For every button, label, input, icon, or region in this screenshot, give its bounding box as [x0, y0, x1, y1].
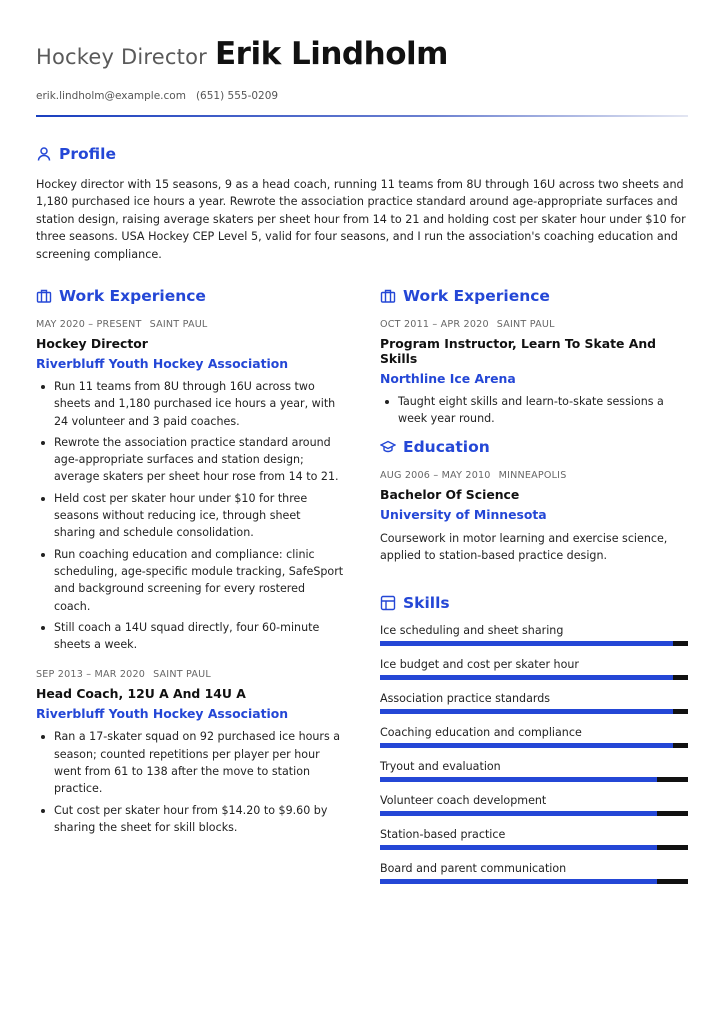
profile-section — [36, 145, 688, 263]
education-location: MINNEAPOLIS — [498, 469, 567, 481]
skill-level-fill — [380, 709, 673, 714]
work-experience-heading-text: Work Experience — [403, 287, 550, 305]
skill-level-fill — [380, 743, 673, 748]
job-organization: Northline Ice Arena — [380, 371, 516, 386]
education-description: Coursework in motor learning and exercise science, applied to station-based practice design. — [380, 531, 668, 562]
job-bullets — [380, 393, 688, 428]
skills-heading-text: Skills — [403, 594, 450, 613]
briefcase-icon — [380, 288, 396, 304]
skill-level-fill — [380, 845, 657, 850]
graduation-cap-icon — [380, 439, 396, 455]
skill-name: Ice scheduling and sheet sharing — [380, 624, 564, 638]
job-bullet: Run 11 teams from 8U through 16U across two sheets and 1,180 purchased ice hours a year, with 24 volunteer and 3 paid coaches. — [36, 378, 344, 430]
work-experience-heading — [380, 287, 688, 305]
job-entry — [36, 319, 344, 653]
job-title: Hockey Director — [36, 336, 148, 351]
education-meta — [380, 470, 688, 481]
skill-item — [380, 658, 688, 680]
skill-name: Board and parent communication — [380, 862, 567, 876]
education-entry — [380, 470, 688, 565]
skill-level-fill — [380, 675, 673, 680]
skill-level-fill — [380, 879, 657, 884]
job-bullets — [36, 728, 344, 836]
job-location: SAINT PAUL — [496, 319, 555, 330]
skill-name: Association practice standards — [380, 692, 551, 706]
skill-item — [380, 726, 688, 748]
skill-name: Volunteer coach development — [380, 794, 547, 808]
full-name: Erik Lindholm — [214, 36, 448, 72]
briefcase-icon — [36, 288, 52, 304]
skill-name: Station-based practice — [380, 828, 506, 842]
skill-item — [380, 692, 688, 714]
job-bullet: Rewrote the association practice standard around age-appropriate surfaces and station design; average skaters per sheet hour rose from 14 to 21. — [36, 434, 344, 486]
phone-text: (651) 555-0209 — [195, 90, 279, 102]
job-organization: Riverbluff Youth Hockey Association — [36, 706, 289, 722]
degree-title: Bachelor Of Science — [380, 486, 520, 502]
skill-level-bar — [380, 845, 688, 850]
skill-level-bar — [380, 879, 688, 884]
person-icon — [36, 146, 52, 162]
job-bullet: Run coaching education and compliance: clinic scheduling, age-specific module tracking, SafeSport and background screening for every rostered coach. — [36, 546, 344, 615]
skill-item — [380, 760, 688, 782]
resume-header — [36, 36, 688, 102]
skill-level-fill — [380, 777, 657, 782]
skill-level-bar — [380, 675, 688, 680]
email-text: erik.lindholm@example.com — [36, 90, 186, 102]
skill-name: Ice budget and cost per skater hour — [380, 658, 579, 672]
header-divider — [36, 115, 688, 117]
job-bullet: Taught eight skills and learn-to-skate sessions a week year round. — [380, 393, 688, 428]
skill-item — [380, 862, 688, 884]
skill-level-bar — [380, 709, 688, 714]
job-meta — [36, 669, 344, 680]
job-entry — [36, 669, 344, 836]
skill-level-fill — [380, 641, 673, 646]
skill-level-fill — [380, 811, 657, 816]
job-dates: OCT 2011 – APR 2020 — [380, 319, 489, 330]
job-bullets — [36, 378, 344, 653]
education-heading-text: Education — [403, 437, 490, 456]
job-dates: SEP 2013 – MAR 2020 — [36, 669, 146, 681]
skill-item — [380, 624, 688, 646]
job-title: Program Instructor, Learn To Skate And Skills — [380, 336, 657, 366]
skill-level-bar — [380, 641, 688, 646]
job-meta — [36, 319, 344, 330]
skill-level-bar — [380, 811, 688, 816]
skill-level-bar — [380, 777, 688, 782]
education-heading — [380, 438, 688, 456]
job-title: Head Coach, 12U A And 14U A — [36, 686, 246, 702]
skill-name: Tryout and evaluation — [380, 760, 501, 774]
skill-level-bar — [380, 743, 688, 748]
school-name: University of Minnesota — [380, 506, 547, 522]
profile-heading-text: Profile — [59, 145, 116, 163]
job-location: SAINT PAUL — [153, 669, 211, 681]
contact-info — [36, 90, 688, 102]
job-dates: MAY 2020 – PRESENT — [36, 319, 142, 330]
grid-icon — [380, 595, 396, 611]
work-experience-heading-text: Work Experience — [59, 287, 206, 305]
job-entry — [380, 319, 688, 428]
job-bullet: Held cost per skater hour under $10 for three seasons without reducing ice, through sheet sharing and schedule consolidation. — [36, 490, 344, 542]
job-bullet: Ran a 17-skater squad on 92 purchased ice hours a season; counted repetitions per player per hour went from 61 to 138 after the move to station practice. — [36, 728, 344, 797]
skill-item — [380, 828, 688, 850]
name-line — [36, 36, 688, 72]
profile-heading — [36, 145, 688, 163]
education-dates: AUG 2006 – MAY 2010 — [380, 469, 491, 481]
job-meta — [380, 319, 688, 330]
role-title: Hockey Director — [36, 45, 207, 69]
job-bullet: Still coach a 14U squad directly, four 60-minute sheets a week. — [36, 619, 344, 654]
skills-heading — [380, 594, 688, 612]
skills-list — [380, 624, 688, 884]
left-column — [36, 287, 344, 840]
right-column — [380, 287, 688, 884]
skill-name: Coaching education and compliance — [380, 726, 582, 740]
work-experience-heading — [36, 287, 344, 305]
skill-item — [380, 794, 688, 816]
job-organization: Riverbluff Youth Hockey Association — [36, 356, 289, 371]
profile-summary: Hockey director with 15 seasons, 9 as a head coach, running 11 teams from 8U through 16U across two sheets and 1,180 purchased ice hours a year. Rewrote the association practice standard around age-appropriate surfaces and station design, raising average skaters per sheet hour from 14 to 21 and holding cost per skater hour under $10 for three seasons. USA Hockey CEP Level 5, valid for four seasons, and I run the association's coaching education and screening compliance. — [36, 178, 686, 261]
job-location: SAINT PAUL — [149, 319, 208, 330]
job-bullet: Cut cost per skater hour from $14.20 to $9.60 by sharing the sheet for skill blocks. — [36, 802, 344, 837]
